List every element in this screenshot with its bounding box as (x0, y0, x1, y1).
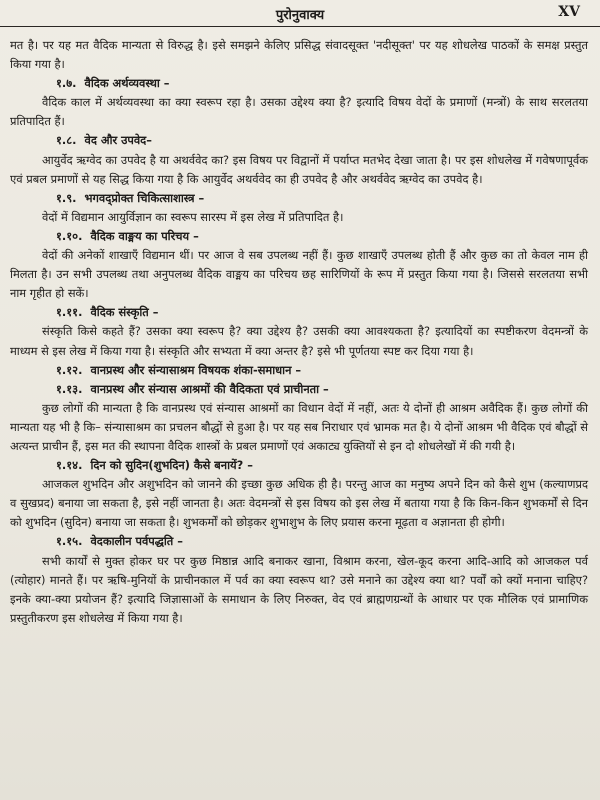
section-number: १.१५. (56, 534, 83, 549)
section-title: वानप्रस्थ और संन्यास आश्रमों की वैदिकता एवं प्राचीनता – (90, 381, 329, 396)
section-title: भगवद्प्रोक्त चिकित्साशास्त्र – (84, 190, 205, 205)
running-header (0, 0, 600, 27)
page-number: XV (558, 4, 580, 20)
section-paragraph: कुछ लोगों की मान्यता है कि वानप्रस्थ एवं संन्यास आश्रमों का विधान वेदों में नहीं, अतः ये दोनों ही आश्रम अवैदिक हैं। कुछ लोगों की मान्यता यह भी है कि– संन्यासाश्रम का प्रचलन बौद्धों से हुआ है। पर यह सब निराधार एवं भ्रामक मत है। ये दोनों आश्रम भी वैदिक एवं बौद्धों से अत्यन्त प्राचीन हैं, इस मत की स्थापना वैदिक शास्त्रों के प्रबल प्रमाणों एवं अकाट्य युक्तियों से इन दो शोधलेखों में की गयी है। (10, 400, 588, 453)
section-number: १.१४. (56, 458, 83, 473)
section-number: १.९. (56, 190, 77, 205)
section-heading (10, 361, 588, 380)
section-title: वानप्रस्थ और संन्यासाश्रम विषयक शंका-समाधान – (90, 362, 302, 377)
section-title: वेद और उपवेद– (84, 133, 152, 148)
section-heading (10, 380, 588, 399)
section-heading (10, 303, 588, 322)
section-number: १.७. (56, 76, 77, 91)
section-number: १.११. (56, 305, 83, 320)
section-paragraph: सभी कार्यों से मुक्त होकर घर पर कुछ मिष्ठान्न आदि बनाकर खाना, विश्राम करना, खेल-कूद करना आदि-आदि को आजकल पर्व (त्योहार) मानते हैं। पर ऋषि-मुनियों के प्राचीनकाल में पर्व का क्या स्वरूप था? उसे मनाने का उद्देश्य क्या था? पर्वों को क्यों मनाना चाहिए? इनके क्या-क्या प्रयोजन हैं? इत्यादि जिज्ञासाओं के समाधान के लिए निरुक्त, वेद एवं ब्राह्मणग्रन्थों के आधार पर एक मौलिक एवं प्रामाणिक प्रस्तुतीकरण इस शोधलेख में किया गया है। (10, 553, 588, 625)
section-heading (10, 74, 588, 93)
sections-list (10, 74, 588, 628)
section-heading (10, 532, 588, 551)
section-number: १.१२. (56, 362, 83, 377)
section-number: १.१३. (56, 381, 83, 396)
section-heading (10, 131, 588, 150)
section-title: वेदकालीन पर्वपद्धति – (90, 534, 183, 549)
page-body (10, 36, 588, 628)
section-number: १.१०. (56, 228, 83, 243)
section-heading (10, 456, 588, 475)
section-title: दिन को सुदिन(शुभदिन) कैसे बनायें? – (90, 458, 253, 473)
section-paragraph: वैदिक काल में अर्थव्यवस्था का क्या स्वरूप रहा है। उसका उद्देश्य क्या है? इत्यादि विषय वेदों के प्रमाणों (मन्त्रों) के साथ सरलतया प्रतिपादित हैं। (10, 95, 588, 129)
intro-continuation: मत है। पर यह मत वैदिक मान्यता से विरुद्ध है। इसे समझने केलिए प्रसिद्ध संवादसूक्त 'नदीसूक्त' पर यह शोधलेख पाठकों के समक्ष प्रस्तुत किया गया है। (10, 38, 588, 72)
section-number: १.८. (56, 133, 77, 148)
section-paragraph: आयुर्वेद ऋग्वेद का उपवेद है या अथर्ववेद का? इस विषय पर विद्वानों में पर्याप्त मतभेद देखा जाता है। पर इस शोधलेख में गवेषणापूर्वक एवं प्रबल प्रमाणों से यह सिद्ध किया गया है कि आयुर्वेद अथर्ववेद का ही उपवेद है और अथर्ववेद ऋग्वेद का उपवेद है। (10, 152, 588, 186)
section-paragraph: आजकल शुभदिन और अशुभदिन को जानने की इच्छा कुछ अधिक ही है। परन्तु आज का मनुष्य अपने दिन को कैसे शुभ (कल्याणप्रद व सुखप्रद) बनाया जा सकता है, इसे नहीं जानता है। अतः वेदमन्त्रों से इस विषय को इस लेख में बताया गया है कि किन-किन शुभकर्मों से दिन को शुभदिन (सुदिन) बनाया जा सकता है। शुभकर्मों को छोड़कर शुभाशुभ के लिए प्रयास करना मूढ़ता व अज्ञानता ही होगी। (10, 477, 588, 530)
section-title: वैदिक संस्कृति – (90, 305, 159, 320)
section-paragraph: संस्कृति किसे कहते हैं? उसका क्या स्वरूप है? क्या उद्देश्य है? उसकी क्या आवश्यकता है? इत्यादियों का स्पष्टीकरण वेदमन्त्रों के माध्यम से इस लेख में किया गया है। संस्कृति और सभ्यता में क्या अन्तर है? इसे भी पूर्णतया स्पष्ट कर दिया गया है। (10, 324, 588, 358)
section-heading (10, 189, 588, 208)
section-paragraph: वेदों की अनेकों शाखाएँ विद्यमान थीं। पर आज वे सब उपलब्ध नहीं हैं। कुछ शाखाएँ उपलब्ध होती हैं और कुछ का तो केवल नाम ही मिलता है। उन सभी उपलब्ध तथा अनुपलब्ध वैदिक वाङ्मय का परिचय छह सारिणियों के रूप में प्रस्तुत किया गया है। जिससे सरलतया सभी नाम गृहीत हो सकें। (10, 248, 588, 301)
section-heading (10, 227, 588, 246)
section-title: वैदिक वाङ्मय का परिचय – (90, 228, 199, 243)
section-title: वैदिक अर्थव्यवस्था – (84, 76, 170, 91)
page-title: पुरोनुवाक्य (275, 8, 325, 23)
section-paragraph: वेदों में विद्यमान आयुर्विज्ञान का स्वरूप सारस्प में इस लेख में प्रतिपादित है। (42, 209, 344, 224)
